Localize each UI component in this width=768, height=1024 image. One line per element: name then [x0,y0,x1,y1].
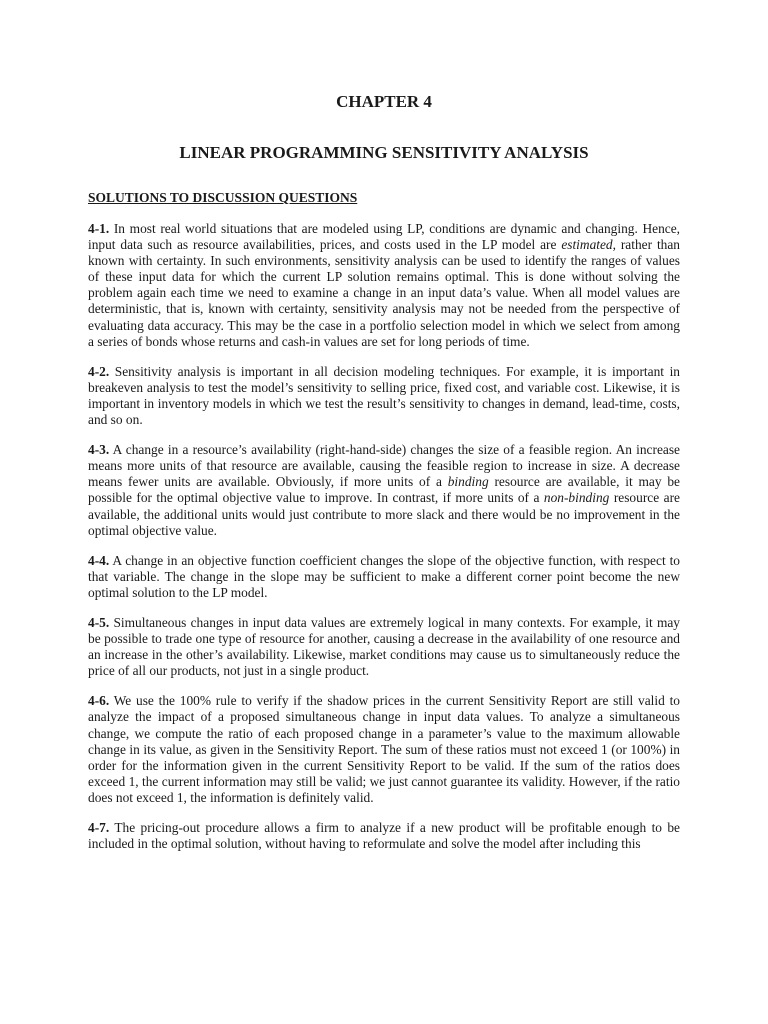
question-number: 4-6. [88,693,110,709]
chapter-title: LINEAR PROGRAMMING SENSITIVITY ANALYSIS [179,143,589,162]
question-number: 4-4. [88,552,110,568]
answer-4-5: 4-5. Simultaneous changes in input data values are extremely logical in many contexts. For example, it may be possible to trade one type of resource for another, causing a decrease in the availability of one resource and an increase in the other’s availability. Likewise, market conditions may cause us to simultaneously reduce the price of all our products, not just in a single product. [88,614,680,679]
question-number: 4-7. [88,820,110,835]
answer-4-2: 4-2. Sensitivity analysis is important in all decision modeling techniques. For example, it is important in breakeven analysis to test the model’s sensitivity to selling price, fixed cost, and variable cost. Likewise, it is important in inventory models in which we test the result’s sensitivity to changes in demand, lead-time, costs, and so on. [88,363,680,428]
answer-4-1: 4-1. In most real world situations that are modeled using LP, conditions are dynamic and changing. Hence, input data such as resource availabilities, prices, and costs used in the LP model are estimated, rather than known with certainty. In such environments, sensitivity analysis can be used to identify the ranges of values of these input data for which the current LP solution remains optimal. This is done without solving the problem again each time we need to examine a change in an input data’s value. When all model values are deterministic, that is, known with certainty, sensitivity analysis may not be needed from the perspective of evaluating data accuracy. This may be the case in a portfolio selection model in which we select from among a series of bonds whose returns and cash-in values are set for long periods of time. [88,221,680,349]
document-page [88,88,680,852]
chapter-heading: CHAPTER 4 [336,92,432,111]
answer-4-4: 4-4. A change in an objective function coefficient changes the slope of the objective function, with respect to that variable. The change in the slope may be sufficient to make a different corner point become the new optimal solution to the LP model. [88,552,680,600]
answer-4-6: 4-6. We use the 100% rule to verify if the shadow prices in the current Sensitivity Report are still valid to analyze the impact of a proposed simultaneous change in input data values. To analyze a simultaneous change, we compute the ratio of each proposed change in a parameter’s value to the maximum allowable change in its value, as given in the Sensitivity Report. The sum of these ratios must not exceed 1 (or 100%) in order for the information given in the current Sensitivity Report to be valid. If the sum of the ratios does exceed 1, the current information may still be valid; we just cannot guarantee its validity. However, if the ratio does not exceed 1, the information is definitely valid. [88,693,680,805]
answer-4-3: 4-3. A change in a resource’s availability (right-hand-side) changes the size of a feasible region. An increase means more units of that resource are available, causing the feasible region to increase in size. A decrease means fewer units are available. Obviously, if more units of a binding resource are available, it may be possible for the optimal objective value to improve. In contrast, if more units of a non-binding resource are available, the additional units would just contribute to more slack and there would be no improvement in the optimal objective value. [88,442,680,538]
answer-4-7: 4-7. The pricing-out procedure allows a firm to analyze if a new product will be profitable enough to be included in the optimal solution, without having to reformulate and solve the model after including this [88,820,680,852]
question-number: 4-2. [88,363,110,379]
question-number: 4-1. [88,221,110,236]
question-number: 4-5. [88,614,110,630]
section-heading: SOLUTIONS TO DISCUSSION QUESTIONS [88,190,358,205]
question-number: 4-3. [88,442,110,458]
